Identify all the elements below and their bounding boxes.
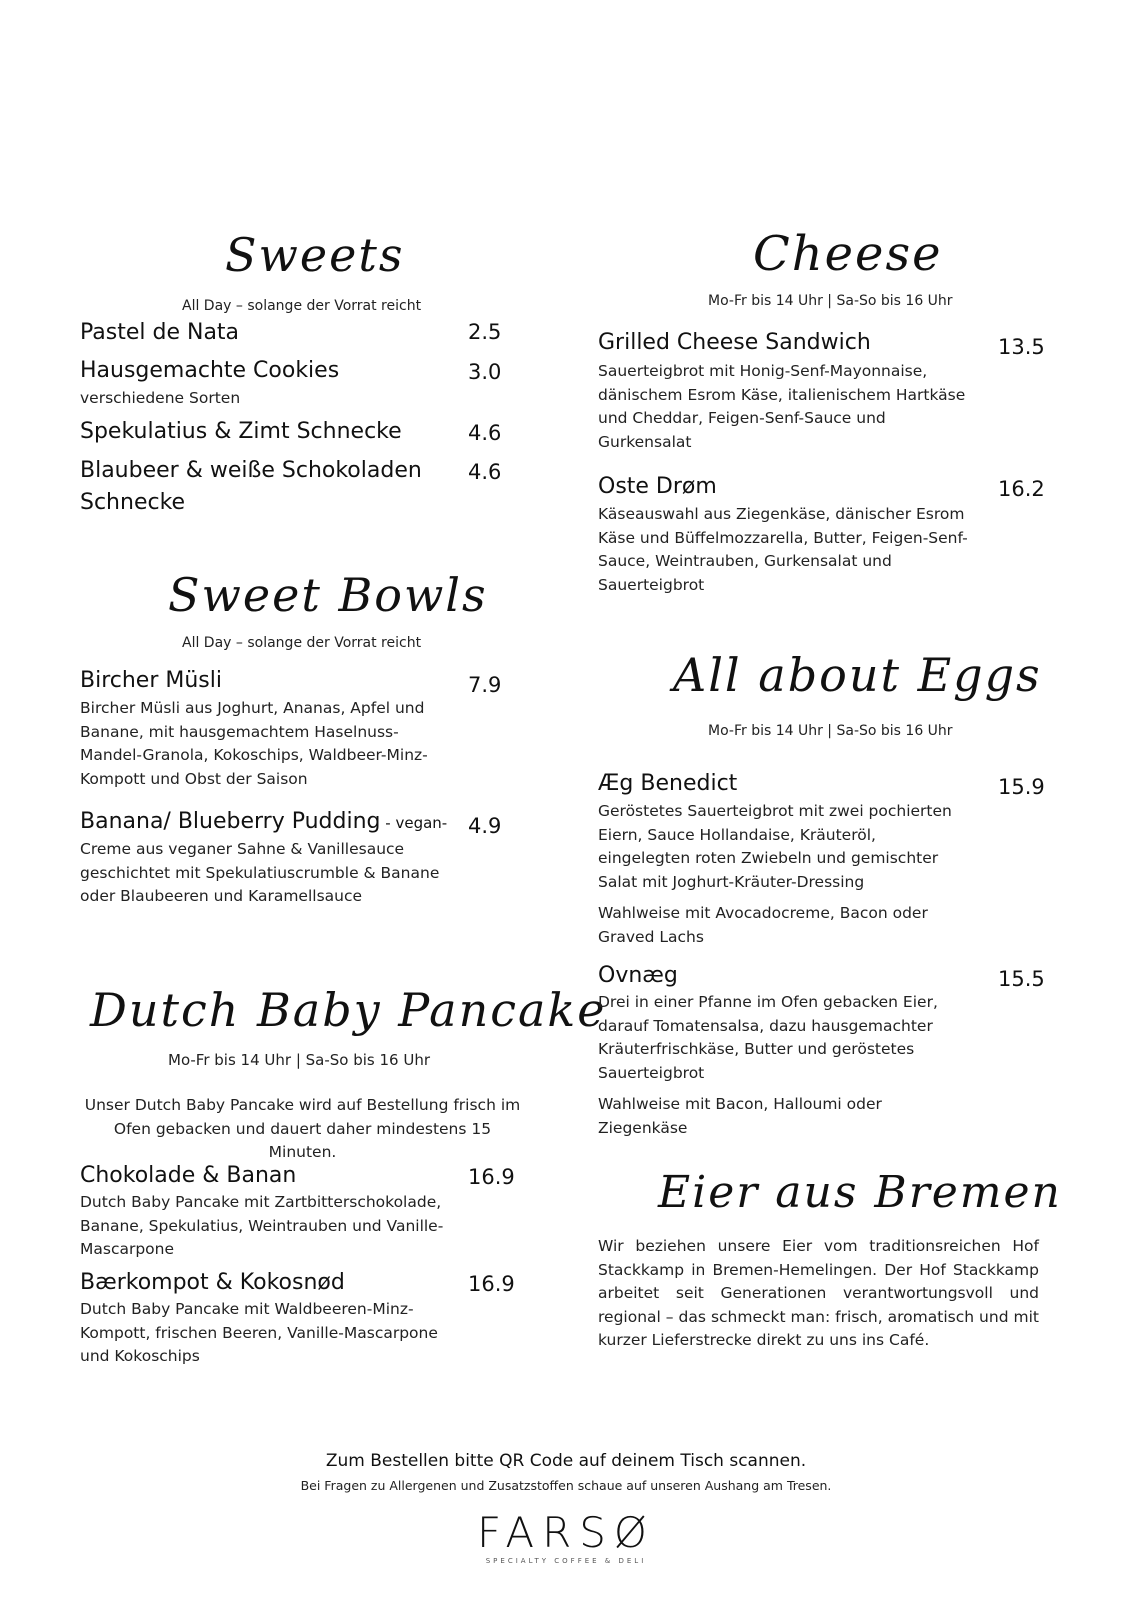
order-note: Zum Bestellen bitte QR Code auf deinem Tisch scannen. [325,1451,807,1471]
menu-item-name: Blaubeer & weiße Schokoladen Schnecke [80,458,422,515]
menu-item-name: Hausgemachte Cookies [80,358,340,383]
menu-item-price: 13.5 [998,335,1045,359]
menu-item-price: 15.5 [998,967,1045,991]
menu-item-desc: Drei in einer Pfanne im Ofen gebacken Eier, darauf Tomatensalsa, dazu hausgemachter Kräuterfrischkäse, Butter und geröstetes Sauerteigbrot [598,993,938,1082]
sweet-bowls-subtitle: All Day – solange der Vorrat reicht [182,635,422,651]
cheese-subtitle: Mo-Fr bis 14 Uhr | Sa-So bis 16 Uhr [708,293,953,309]
logo-tagline: SPECIALTY COFFEE & DELI [485,1557,647,1565]
sweets-title: Sweets [225,228,405,282]
menu-item-option: Wahlweise mit Avocadocreme, Bacon oder Graved Lachs [598,904,928,946]
bremen-text: Wir beziehen unsere Eier vom traditionsreichen Hof Stackkamp in Bremen-Hemelingen. Der Hof Stackkamp arbeitet seit Generationen verantwortungsvoll und regional – das schmeckt man: frisch, aromatisch und mit kurzer Lieferstrecke direkt zu uns ins Café. [598,1237,1039,1349]
menu-item-name-text: Banana/ Blueberry Pudding [80,809,381,834]
menu-item-desc: Bircher Müsli aus Joghurt, Ananas, Apfel und Banane, mit hausgemachtem Haselnuss-Mandel-Granola, Kokoschips, Waldbeer-Minz-Kompott und Obst der Saison [80,699,428,788]
menu-item-name [80,806,447,839]
menu-item-name: Chokolade & Banan [80,1163,297,1188]
menu-item-price: 7.9 [468,673,502,697]
cheese-title: Cheese [753,226,943,282]
menu-item-price: 16.9 [468,1272,515,1296]
menu-item-price: 4.9 [468,814,502,838]
menu-item-desc: Geröstetes Sauerteigbrot mit zwei pochierten Eiern, Sauce Hollandaise, Kräuteröl, eingelegten roten Zwiebeln und gemischter Salat mit Joghurt-Kräuter-Dressing [598,802,952,891]
menu-item-desc: Creme aus veganer Sahne & Vanillesauce geschichtet mit Spekulatiuscrumble & Banane oder Blaubeeren und Karamellsauce [80,840,440,905]
allergen-note: Bei Fragen zu Allergenen und Zusatzstoffen schaue auf unseren Aushang am Tresen. [300,1478,832,1493]
dutch-baby-subtitle: Mo-Fr bis 14 Uhr | Sa-So bis 16 Uhr [168,1051,431,1069]
menu-item-name: Oste Drøm [598,474,717,499]
eggs-title: All about Eggs [673,648,1042,702]
dutch-baby-intro: Unser Dutch Baby Pancake wird auf Bestellung frisch im Ofen gebacken und dauert daher mindestens 15 Minuten. [84,1096,521,1161]
menu-item-name: Æg Benedict [598,771,738,796]
menu-item-desc: Dutch Baby Pancake mit Waldbeeren-Minz-Kompott, frischen Beeren, Vanille-Mascarpone und Kokoschips [80,1300,438,1365]
menu-item-desc: Dutch Baby Pancake mit Zartbitterschokolade, Banane, Spekulatius, Weintrauben und Vanille-Mascarpone [80,1193,444,1258]
menu-item-price: 3.0 [468,360,502,384]
menu-item-option: Wahlweise mit Bacon, Halloumi oder Ziegenkäse [598,1095,882,1137]
sweets-subtitle: All Day – solange der Vorrat reicht [182,298,422,314]
menu-item-desc: Sauerteigbrot mit Honig-Senf-Mayonnaise, dänischem Esrom Käse, italienischem Hartkäse und Cheddar, Feigen-Senf-Sauce und Gurkensalat [598,362,966,451]
menu-item-name: Bærkompot & Kokosnød [80,1270,345,1295]
menu-item-price: 15.9 [998,775,1045,799]
dutch-baby-title: Dutch Baby Pancake [90,983,607,1037]
menu-item-name: Pastel de Nata [80,320,240,345]
menu-item-name: Ovnæg [598,963,678,988]
vegan-tag: - vegan- [380,814,448,832]
bremen-title: Eier aus Bremen [658,1167,1062,1218]
menu-item-price: 16.9 [468,1165,515,1189]
menu-item-name: Grilled Cheese Sandwich [598,330,871,355]
menu-item-price: 4.6 [468,460,502,484]
menu-item-desc: verschiedene Sorten [80,389,241,407]
menu-item-name: Spekulatius & Zimt Schnecke [80,419,402,444]
menu-item-price: 2.5 [468,320,502,344]
menu-item-name: Bircher Müsli [80,668,222,693]
menu-item-desc: Käseauswahl aus Ziegenkäse, dänischer Esrom Käse und Büffelmozzarella, Butter, Feigen-Senf-Sauce, Weintrauben, Gurkensalat und Sauerteigbrot [598,505,968,594]
farso-logo: FARSØ [477,1508,655,1557]
menu-item-price: 4.6 [468,421,502,445]
menu-item-price: 16.2 [998,477,1045,501]
eggs-subtitle: Mo-Fr bis 14 Uhr | Sa-So bis 16 Uhr [708,723,953,739]
sweet-bowls-title: Sweet Bowls [168,568,488,622]
